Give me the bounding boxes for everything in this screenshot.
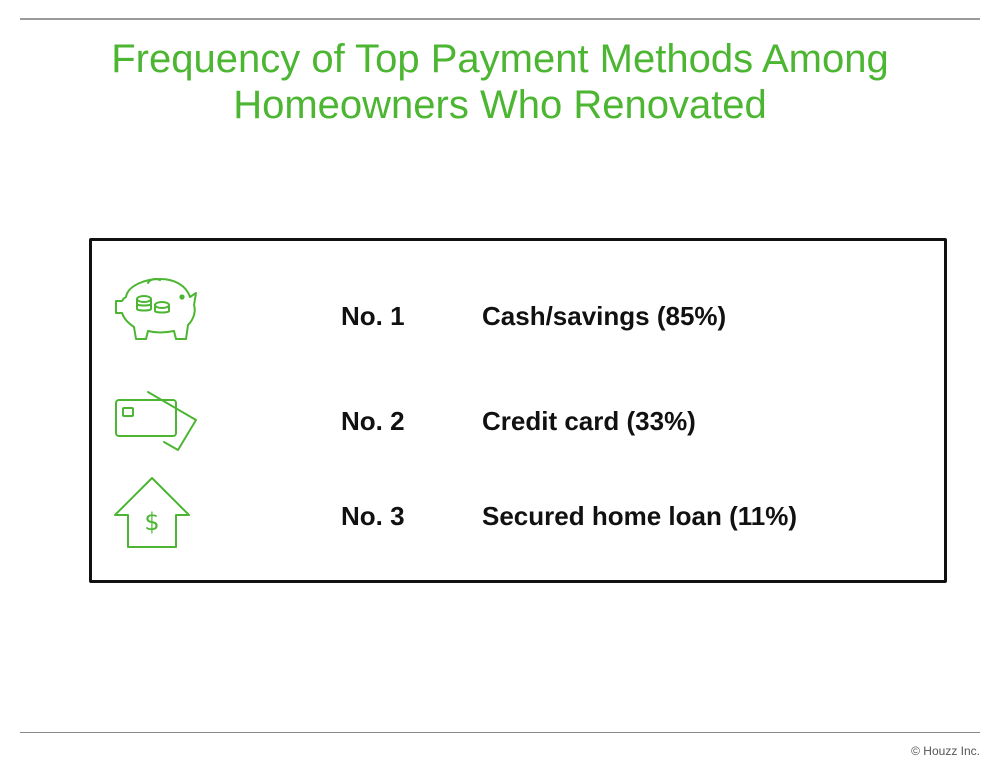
title-line-1: Frequency of Top Payment Methods Among (111, 37, 889, 81)
method-label-1: Cash/savings (85%) (482, 301, 727, 331)
svg-text:$: $ (144, 508, 160, 536)
rank-label-3: No. 3 (341, 501, 405, 531)
method-label-3: Secured home loan (11%) (482, 501, 797, 531)
ranking-row-1 (92, 275, 944, 355)
ranking-panel (89, 238, 947, 583)
title-line-2: Homeowners Who Renovated (233, 83, 767, 127)
house-dollar-icon (112, 475, 192, 549)
ranking-row-3 (92, 471, 944, 551)
piggy-bank-icon (112, 275, 202, 345)
bottom-divider (20, 732, 980, 733)
top-divider (20, 18, 980, 20)
ranking-row-2 (92, 384, 944, 464)
copyright-notice: © Houzz Inc. (911, 744, 980, 758)
credit-card-icon (112, 386, 202, 452)
rank-label-1: No. 1 (341, 301, 405, 331)
page-title (0, 36, 1000, 128)
method-label-2: Credit card (33%) (482, 406, 696, 436)
rank-label-2: No. 2 (341, 406, 405, 436)
